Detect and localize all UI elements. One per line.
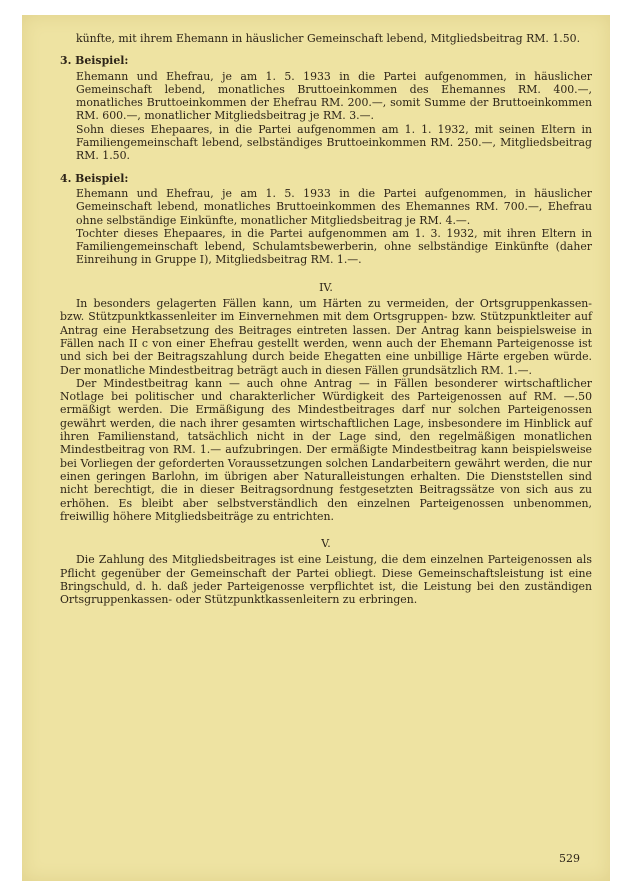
section-iv-paragraph-1: In besonders gelagerten Fällen kann, um Härten zu vermeiden, der Ortsgruppenkassen- bzw. Stützpunktkassenleiter im Einvernehmen mit dem Ortsgruppen- bzw. Stützpunktleiter auf Antrag eine Herabsetzung des Beitrages eintreten lassen. Der Antrag kann beispielsweise in Fällen nach II c von einer Ehefrau gestellt werden, wenn auch der Ehemann Parteigenosse ist und sich bei der Beitragszahlung durch beide Ehegatten eine unbillige Härte ergeben würde. Der monatliche Mindestbeitrag beträgt auch in diesen Fällen grundsätzlich RM. 1.—. [60,297,592,377]
example-4-paragraph-2: Tochter dieses Ehepaares, in die Partei aufgenommen am 1. 3. 1932, mit ihren Eltern in Familiengemeinschaft lebend, Schulamtsbewerberin, ohne selbständige Einkünfte (daher Einreihung in Gruppe I), Mitgliedsbeitrag RM. 1.—. [76,226,592,267]
page-text [60,32,592,607]
lead-paragraph: künfte, mit ihrem Ehemann in häuslicher Gemeinschaft lebend, Mitgliedsbeitrag RM. 1.50. [76,32,581,45]
section-v-paragraph-1: Die Zahlung des Mitgliedsbeitrages ist eine Leistung, die dem einzelnen Parteigenossen als Pflicht gegenüber der Gemeinschaft der Partei obliegt. Diese Gemeinschaftsleistung ist eine Bringschuld, d. h. daß jeder Parteigenosse verpflichtet ist, die Leistung bei den zuständigen Ortsgruppenkassen- oder Stützpunktkassenleitern zu erbringen. [60,553,592,607]
example-3-heading: 3. Beispiel: [60,54,129,68]
example-3-paragraph-2: Sohn dieses Ehepaares, in die Partei aufgenommen am 1. 1. 1932, mit seinen Eltern in Familiengemeinschaft lebend, selbständiges Bruttoeinkommen RM. 250.—, Mitgliedsbeitrag RM. 1.50. [76,122,592,163]
example-4-heading: 4. Beispiel: [60,171,129,185]
example-4-body [76,187,592,267]
section-v-heading: V. [321,537,331,551]
example-4-paragraph-1: Ehemann und Ehefrau, je am 1. 5. 1933 in die Partei aufgenommen, in häuslicher Gemeinschaft lebend, monatliches Bruttoeinkommen des Ehemannes RM. 700.—, Ehefrau ohne selbständige Einkünfte, monatlicher Mitgliedsbeitrag je RM. 4.—. [76,186,592,227]
section-iv-paragraph-2: Der Mindestbeitrag kann — auch ohne Antrag — in Fällen besonderer wirtschaftlicher Notlage bei politischer und charakterlicher Würdigkeit des Parteigenossen auf RM. —.50 ermäßigt werden. Die Ermäßigung des Mindestbeitrages darf nur solchen Parteigenossen gewährt werden, die nach ihrer gesamten wirtschaftlichen Lage, insbesondere im Hinblick auf ihren Familienstand, tatsächlich nicht in der Lage sind, den regelmäßigen monatlichen Mindestbeitrag von RM. 1.— aufzubringen. Der ermäßigte Mindestbeitrag kann beispielsweise bei Vorliegen der geforderten Voraussetzungen solchen Landarbeitern gewährt werden, die nur einen geringen Barlohn, im übrigen aber Naturalleistungen erhalten. Die Dienststellen sind nicht berechtigt, die in dieser Beitragsordnung festgesetzten Beitragssätze von sich aus zu erhöhen. Es bleibt aber selbstverständlich den einzelnen Parteigenossen unbenommen, freiwillig höhere Mitgliedsbeiträge zu entrichten. [60,376,592,523]
document-page [22,15,610,881]
page-number: 529 [559,852,580,865]
example-3-body [76,70,592,163]
example-3-paragraph-1: Ehemann und Ehefrau, je am 1. 5. 1933 in die Partei aufgenommen, in häuslicher Gemeinschaft lebend, monatliches Bruttoeinkommen des Ehemannes RM. 400.—, monatliches Bruttoeinkommen der Ehefrau RM. 200.—, somit Summe der Bruttoeinkommen RM. 600.—, monatlicher Mitgliedsbeitrag je RM. 3.—. [76,69,592,123]
section-iv-heading: IV. [319,280,333,294]
